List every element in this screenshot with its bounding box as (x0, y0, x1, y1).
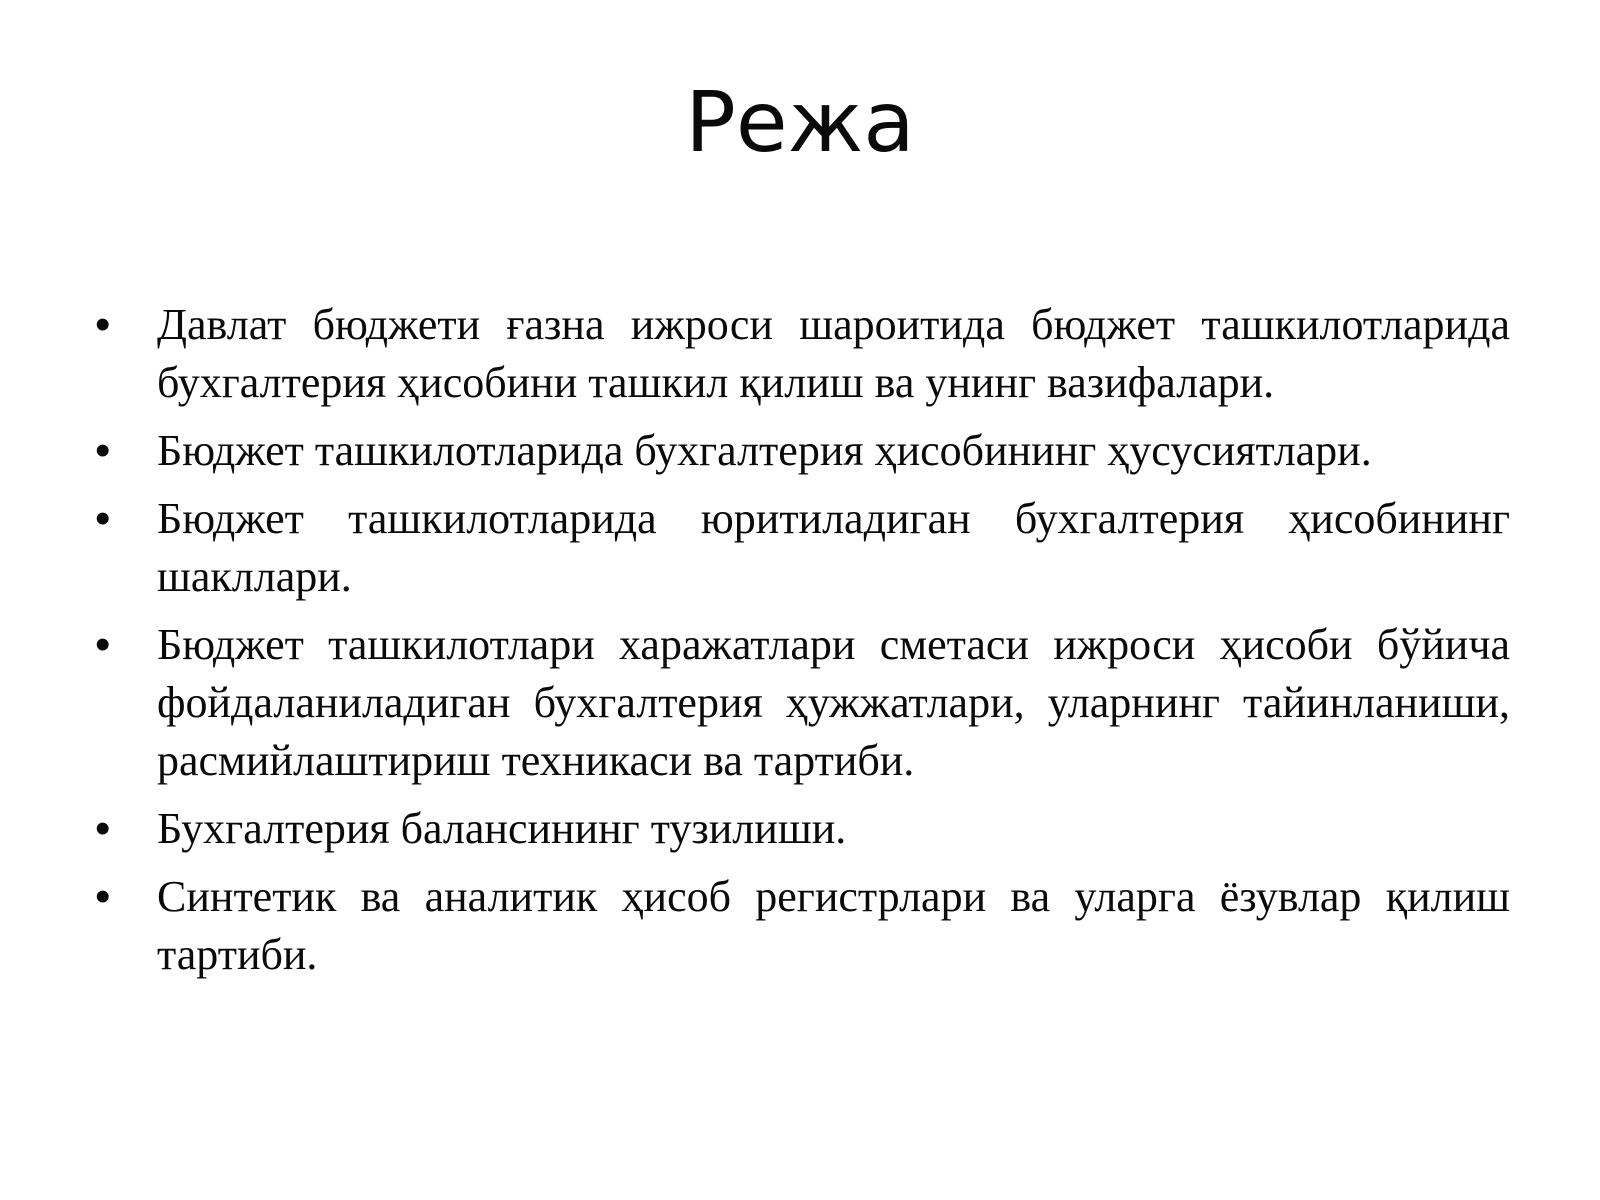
bullet-icon: • (95, 872, 111, 921)
bullet-icon: • (95, 620, 111, 669)
list-item-text: Бухгалтерия балансининг тузилиши. (157, 804, 847, 853)
bullet-list (95, 296, 1510, 994)
list-item (95, 800, 1510, 858)
list-item-text: Бюджет ташкилотларида юритиладиган бухгалтерия ҳисобининг шакллари. (157, 494, 1510, 601)
list-item-text: Бюджет ташкилотларида бухгалтерия ҳисобининг ҳусусиятлари. (157, 426, 1372, 475)
list-item-text: Бюджет ташкилотлари харажатлари сметаси ижроси ҳисоби бўйича фойдаланиладиган бухгалтерия ҳужжатлари, уларнинг тайинланиши, расмийлаштириш техникаси ва тартиби. (157, 620, 1510, 785)
list-item-text: Синтетик ва аналитик ҳисоб регистрлари ва уларга ёзувлар қилиш тартиби. (157, 872, 1510, 979)
list-item (95, 490, 1510, 606)
list-item (95, 616, 1510, 790)
list-item (95, 422, 1510, 480)
bullet-icon: • (95, 300, 111, 349)
list-item-text: Давлат бюджети ғазна ижроси шароитида бюджет ташкилотларида бухгалтерия ҳисобини ташкил қилиш ва унинг вазифалари. (157, 300, 1510, 407)
bullet-icon: • (95, 804, 111, 853)
list-item (95, 868, 1510, 984)
list-item (95, 296, 1510, 412)
bullet-icon: • (95, 426, 111, 475)
bullet-icon: • (95, 494, 111, 543)
slide-title: Режа (685, 73, 915, 171)
